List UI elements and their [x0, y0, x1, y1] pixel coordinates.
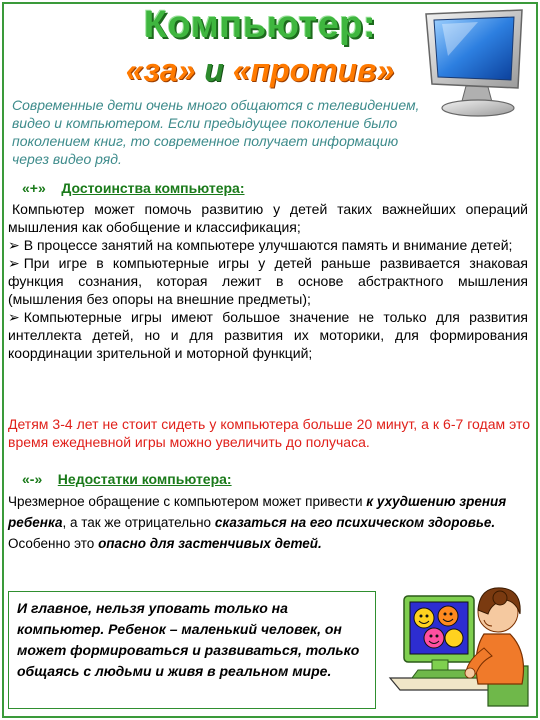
pros-heading-label: Достоинства компьютера: [61, 180, 245, 196]
cons-text: , а так же отрицательно [62, 515, 215, 530]
cons-emphasis: опасно для застенчивых детей. [98, 536, 322, 551]
cons-paragraph [8, 491, 528, 554]
cons-emphasis: сказаться на его психическом здоровье. [214, 515, 496, 530]
intro-paragraph: Современные дети очень много общаются с телевидением, видео и компьютером. Если предыдущее поколение было поколением книг, то современное получает информацию через видео ряд. [12, 97, 420, 167]
pros-marker: «+» [22, 180, 46, 196]
pros-item: Компьютер может помочь развитию у детей таких важнейших операций мышления как обобщение и классификация; [8, 201, 528, 235]
conclusion-box: И главное, нельзя уповать только на компьютер. Ребенок – маленький человек, он может формироваться и развиваться, только общаясь с людьми и живя в реальном мире. [8, 591, 376, 709]
pros-heading [22, 180, 245, 196]
pros-item: ➢ В процессе занятий на компьютере улучшаются память и внимание детей; [8, 236, 528, 254]
pros-item: ➢ При игре в компьютерные игры у детей раньше развивается знаковая функция сознания, которая лежит в основе абстрактного мышления (мышления без опоры на внешние предметы); [8, 254, 528, 308]
page-title: Компьютер: [143, 4, 377, 46]
cons-heading [22, 471, 232, 487]
child-at-computer-illustration [388, 556, 534, 714]
cons-text: Чрезмерное обращение с компьютером может привести [8, 494, 367, 509]
time-limit-note: Детям 3-4 лет не стоит сидеть у компьютера больше 20 минут, а к 6-7 годам это время ежедневной игры можно увеличить до получаса. [8, 416, 530, 450]
subtitle-za: «за» [125, 52, 196, 88]
page-subtitle [60, 52, 460, 89]
cons-marker: «-» [22, 471, 43, 487]
pros-list [8, 200, 528, 362]
computer-monitor-icon [418, 6, 534, 122]
cons-emphasis: к ухудшению зрения ребенка [8, 494, 507, 530]
pros-item: ➢ Компьютерные игры имеют большое значение не только для развития интеллекта детей, но и для развития их моторики, для формирования координации зрительной и моторной функций; [8, 308, 528, 362]
cons-heading-label: Недостатки компьютера: [57, 471, 232, 487]
subtitle-protiv: «против» [232, 52, 395, 88]
cons-text: Особенно это [8, 536, 99, 551]
subtitle-conjunction: и [204, 52, 224, 88]
